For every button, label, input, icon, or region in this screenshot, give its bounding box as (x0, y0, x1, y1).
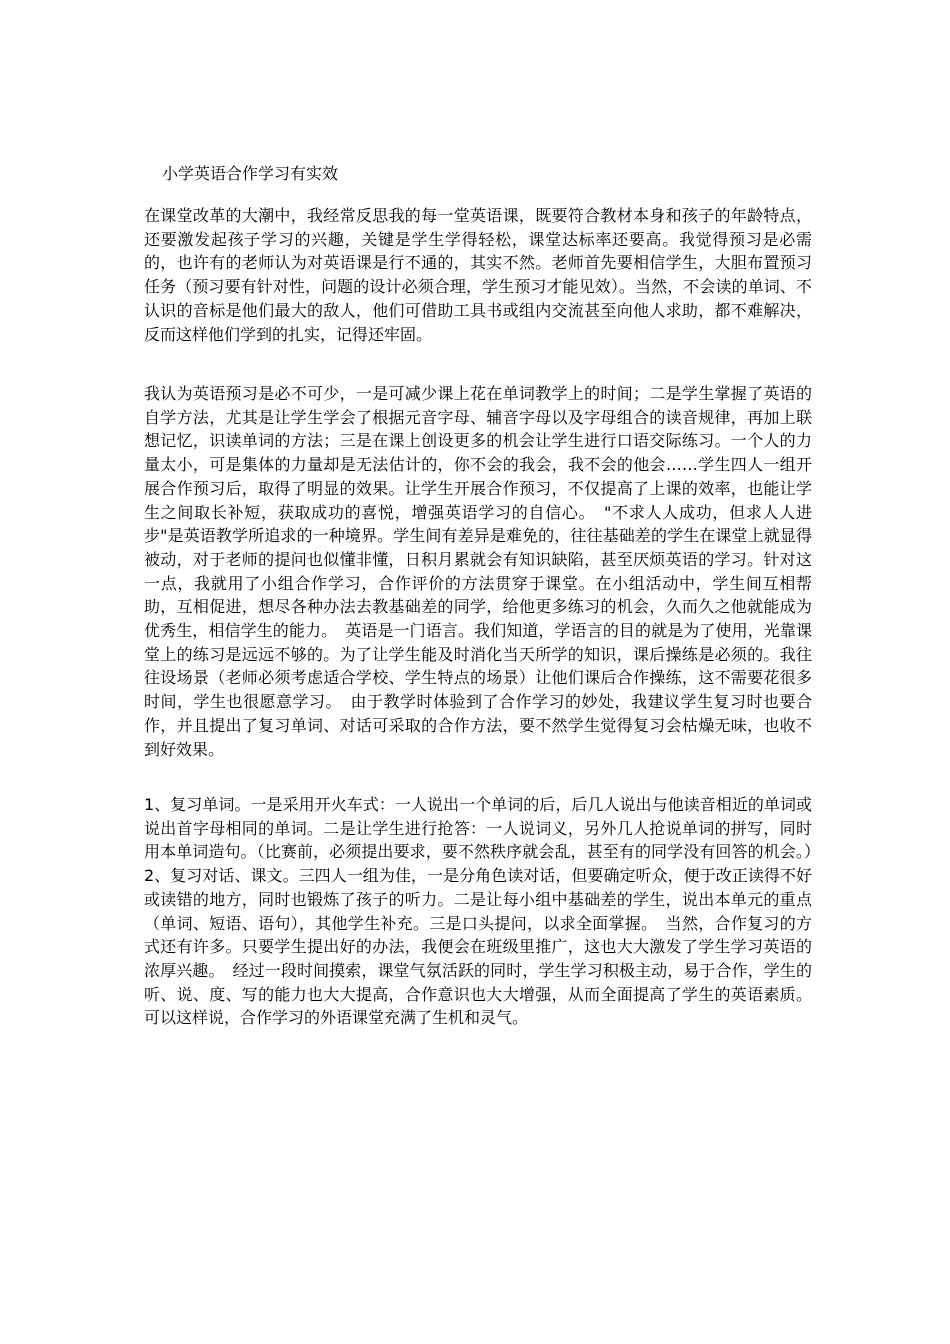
paragraph-preview: 在课堂改革的大潮中，我经常反思我的每一堂英语课，既要符合教材本身和孩子的年龄特点，还要激发起孩子学习的兴趣，关键是学生学得轻松，课堂达标率还要高。我觉得预习是必需的，也许有的老师认为对英语课是行不通的，其实不然。老师首先要相信学生，大胆布置预习任务（预习要有针对性，问题的设计必须合理，学生预习才能见效）。当然，不会读的单词、不认识的音标是他们最大的敌人，他们可借助工具书或组内交流甚至向他人求助，都不难解决，反而这样他们学到的扎实，记得还牢固。 (144, 206, 812, 344)
document-title: 小学英语合作学习有实效 (162, 164, 339, 183)
paragraph-preview-benefits: 我认为英语预习是必不可少，一是可减少课上花在单词教学上的时间；二是学生掌握了英语的自学方法，尤其是让学生学会了根据元音字母、辅音字母以及字母组合的读音规律，再加上联想记忆，识读单词的方法；三是在课上创设更多的机会让学生进行口语交际练习。一个人的力量太小，可是集体的力量却是无法估计的，你不会的我会，我不会的他会……学生四人一组开展合作预习后，取得了明显的效果。让学生开展合作预习，不仅提高了上课的效率，也能让学生之间取长补短，获取成功的喜悦，增强英语学习的自信心。 "不求人人成功，但求人人进步"是英语教学所追求的一种境界。学生间有差异是难免的，往往基础差的学生在课堂上就显得被动，对于老师的提问也似懂非懂，日积月累就会有知识缺陷，甚至厌烦英语的学习。针对这一点，我就用了小组合作学习，合作评价的方法贯穿于课堂。在小组活动中，学生间互相帮助，互相促进，想尽各种办法去教基础差的同学，给他更多练习的机会，久而久之他就能成为优秀生，相信学生的能力。 英语是一门语言。我们知道，学语言的目的就是为了使用，光靠课堂上的练习是远远不够的。为了让学生能及时消化当天所学的知识，课后操练是必须的。我往往设场景（老师必须考虑适合学校、学生特点的场景）让他们课后合作操练，这不需要花很多时间，学生也很愿意学习。 由于教学时体验到了合作学习的妙处，我建议学生复习时也要合作，并且提出了复习单词、对话可采取的合作方法，要不然学生觉得复习会枯燥无味，也收不到好效果。 (144, 384, 812, 759)
paragraph-review-methods: 1、复习单词。一是采用开火车式：一人说出一个单词的后，后几人说出与他读音相近的单词或说出首字母相同的单词。二是让学生进行抢答：一人说词义，另外几人抢说单词的拼写，同时用本单词造句。（比赛前，必须提出要求，要不然秩序就会乱，甚至有的同学没有回答的机会。） 2、复习对话、课文。三四人一组为佳，一是分角色读对话，但要确定听众，便于改正读得不好或读错的地方，同时也锻炼了孩子的听力。二是让每小组中基础差的学生，说出本单元的重点（单词、短语、语句），其他学生补充。三是口头提问，以求全面掌握。 当然，合作复习的方式还有许多。只要学生提出好的办法，我便会在班级里推广，这也大大激发了学生学习英语的浓厚兴趣。 经过一段时间摸索，课堂气氛活跃的同时，学生学习积极主动，易于合作，学生的听、说、度、写的能力也大大提高，合作意识也大大增强，从而全面提高了学生的英语素质。可以这样说，合作学习的外语课堂充满了生机和灵气。 (144, 795, 829, 1028)
